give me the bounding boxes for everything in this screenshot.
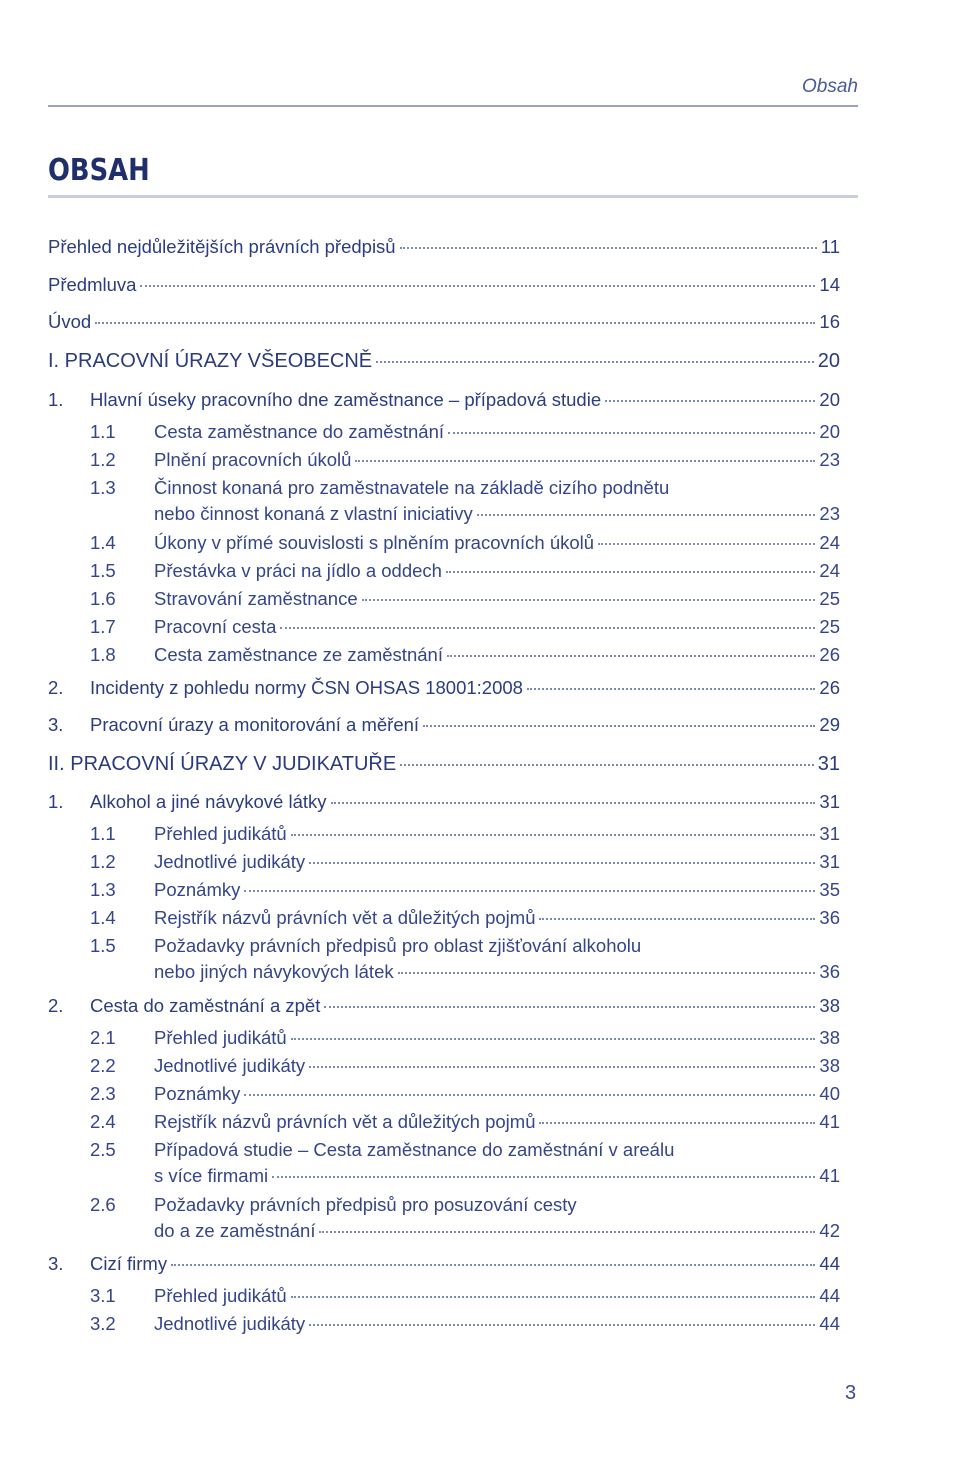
toc-page-number: 41 [819, 1165, 840, 1186]
toc-page-number: 41 [819, 1111, 840, 1132]
toc-page-number: 23 [819, 503, 840, 524]
toc-entry-label: Pracovní úrazy a monitorování a měření [90, 714, 420, 735]
toc-entry-number: 2.5 [90, 1139, 116, 1160]
toc-page-number: 36 [819, 961, 840, 982]
toc-entry-label-continued: nebo jiných návykových látek [154, 961, 394, 982]
toc-entry [48, 823, 840, 845]
toc-page-number: 40 [819, 1083, 840, 1104]
toc-entry-label-continued: s více firmami [154, 1165, 269, 1186]
toc-entry-number: 1.5 [90, 560, 116, 581]
toc-page-number: 44 [819, 1253, 840, 1274]
toc-entry-number: 2.6 [90, 1194, 116, 1215]
page-number: 3 [845, 1382, 857, 1404]
toc-entry-number: 3.2 [90, 1313, 116, 1334]
toc-entry [48, 1055, 840, 1077]
toc-entry [48, 1027, 840, 1049]
toc-entry-label: Přehled judikátů [154, 1285, 287, 1306]
toc-leader-dots [291, 1296, 816, 1298]
running-head: Obsah [802, 76, 858, 97]
toc-entry [48, 791, 840, 813]
toc-page-number: 44 [819, 1313, 840, 1334]
toc-entry-number: 1. [48, 791, 64, 812]
toc-page-number: 25 [819, 588, 840, 609]
toc-entry-label: Rejstřík názvů právních vět a důležitých pojmů [154, 907, 536, 928]
toc-page-number: 25 [819, 616, 840, 637]
toc-leader-dots [331, 802, 816, 804]
toc-entry [48, 1139, 840, 1187]
toc-page-number: 31 [819, 791, 840, 812]
toc-leader-dots [376, 361, 814, 363]
toc-page-number: 20 [817, 350, 840, 372]
toc-entry-number: 1.2 [90, 449, 116, 470]
toc-page-number: 35 [819, 879, 840, 900]
toc-entry-label: I. PRACOVNÍ ÚRAZY VŠEOBECNĚ [48, 350, 373, 372]
toc-page-number: 31 [817, 753, 840, 775]
toc-leader-dots [362, 599, 816, 601]
toc-leader-dots [400, 764, 814, 766]
toc-leader-dots [598, 543, 815, 545]
toc-entry-number: 2. [48, 677, 64, 698]
toc-entry-number: 2.4 [90, 1111, 116, 1132]
toc-leader-dots [291, 1038, 816, 1040]
toc-leader-dots [244, 890, 815, 892]
toc-entry-number: 2. [48, 995, 64, 1016]
toc-leader-dots [319, 1231, 815, 1233]
toc-entry-label: Přehled judikátů [154, 1027, 287, 1048]
toc-entry-label: Pracovní cesta [154, 616, 277, 637]
toc-entry-number: 2.3 [90, 1083, 116, 1104]
toc-entry-label-continued: nebo činnost konaná z vlastní iniciativy [154, 503, 473, 524]
toc-page-number: 11 [820, 236, 840, 257]
toc-entry-number: 1.3 [90, 477, 116, 498]
toc-entry-label: Požadavky právních předpisů pro oblast zjišťování alkoholu [154, 935, 642, 956]
toc-entry [48, 677, 840, 699]
page-title: OBSAH [48, 153, 150, 188]
toc-leader-dots [448, 432, 815, 434]
toc-entry-label: Cesta do zaměstnání a zpět [90, 995, 321, 1016]
toc-leader-dots [398, 972, 816, 974]
toc-entry [48, 1194, 840, 1242]
toc-leader-dots [272, 1176, 815, 1178]
toc-entry-label: Plnění pracovních úkolů [154, 449, 352, 470]
toc-entry [48, 1313, 840, 1335]
toc-leader-dots [539, 918, 815, 920]
toc-page-number: 38 [819, 995, 840, 1016]
toc-entry-label: Poznámky [154, 1083, 241, 1104]
toc-page-number: 20 [819, 421, 840, 442]
toc-entry-number: 1.1 [90, 823, 116, 844]
toc-leader-dots [446, 571, 815, 573]
title-rule [48, 195, 858, 198]
toc-leader-dots [95, 322, 815, 324]
toc-page-number: 20 [819, 389, 840, 410]
toc-entry-label: Přehled nejdůležitějších právních předpisů [48, 236, 396, 257]
toc-entry-label: Cesta zaměstnance ze zaměstnání [154, 644, 443, 665]
toc-leader-dots [447, 655, 815, 657]
toc-entry [48, 753, 840, 776]
toc-entry-number: 3. [48, 1253, 64, 1274]
toc-leader-dots [171, 1264, 815, 1266]
toc-entry-label: Úkony v přímé souvislosti s plněním pracovních úkolů [154, 532, 595, 553]
toc-entry-label: II. PRACOVNÍ ÚRAZY V JUDIKATUŘE [48, 753, 397, 775]
toc-entry-label: Přestávka v práci na jídlo a oddech [154, 560, 442, 581]
toc-leader-dots [324, 1006, 815, 1008]
toc-entry-number: 1.8 [90, 644, 116, 665]
header-rule [48, 105, 858, 107]
toc-page-number: 24 [819, 532, 840, 553]
toc-entry [48, 1111, 840, 1133]
toc-page-number: 26 [819, 677, 840, 698]
toc-entry-label: Stravování zaměstnance [154, 588, 358, 609]
toc-page-number: 24 [819, 560, 840, 581]
toc-entry [48, 879, 840, 901]
toc-entry-label: Jednotlivé judikáty [154, 1313, 306, 1334]
toc-entry-label: Hlavní úseky pracovního dne zaměstnance – případová studie [90, 389, 602, 410]
toc-leader-dots [309, 862, 815, 864]
toc-leader-dots [355, 460, 815, 462]
toc-entry-label: Požadavky právních předpisů pro posuzování cesty [154, 1194, 577, 1215]
toc-page-number: 14 [819, 274, 840, 295]
toc-leader-dots [539, 1122, 815, 1124]
toc-page-number: 23 [819, 449, 840, 470]
toc-entry [48, 449, 840, 471]
toc-page-number: 29 [819, 714, 840, 735]
toc-entry-number: 1.3 [90, 879, 116, 900]
toc-entry-label: Úvod [48, 311, 92, 332]
toc-entry [48, 644, 840, 666]
toc-page-number: 16 [819, 311, 840, 332]
toc-entry-label: Činnost konaná pro zaměstnavatele na základě cizího podnětu [154, 477, 670, 498]
toc-entry [48, 560, 840, 582]
toc-entry-number: 2.2 [90, 1055, 116, 1076]
toc-page-number: 36 [819, 907, 840, 928]
toc-entry-label: Přehled judikátů [154, 823, 287, 844]
toc-page-number: 42 [819, 1220, 840, 1241]
toc-entry-label: Rejstřík názvů právních vět a důležitých pojmů [154, 1111, 536, 1132]
toc-entry-label: Poznámky [154, 879, 241, 900]
toc-entry [48, 477, 840, 525]
toc-entry-number: 1.1 [90, 421, 116, 442]
toc-leader-dots [291, 834, 816, 836]
toc-entry [48, 421, 840, 443]
toc-leader-dots [400, 247, 817, 249]
toc-entry-label: Jednotlivé judikáty [154, 1055, 306, 1076]
toc-entry-number: 3. [48, 714, 64, 735]
toc-entry-label: Incidenty z pohledu normy ČSN OHSAS 18001:2008 [90, 677, 523, 698]
toc-entry [48, 274, 840, 296]
toc-entry-number: 1.2 [90, 851, 116, 872]
toc-page-number: 31 [819, 851, 840, 872]
toc-entry-number: 1.7 [90, 616, 116, 637]
toc-leader-dots [605, 400, 815, 402]
toc-entry [48, 714, 840, 736]
toc-entry-label: Alkohol a jiné návykové látky [90, 791, 327, 812]
toc-entry-number: 1.5 [90, 935, 116, 956]
toc-entry [48, 389, 840, 411]
toc-entry-label-continued: do a ze zaměstnání [154, 1220, 316, 1241]
toc-entry-number: 2.1 [90, 1027, 116, 1048]
toc-entry [48, 350, 840, 373]
toc-entry-label: Případová studie – Cesta zaměstnance do zaměstnání v areálu [154, 1139, 675, 1160]
toc-page-number: 38 [819, 1055, 840, 1076]
toc-entry-label: Cesta zaměstnance do zaměstnání [154, 421, 444, 442]
toc-entry [48, 532, 840, 554]
toc-leader-dots [244, 1094, 815, 1096]
toc-leader-dots [280, 627, 815, 629]
toc-leader-dots [527, 688, 815, 690]
toc-entry-label: Předmluva [48, 274, 137, 295]
toc-entry [48, 616, 840, 638]
toc-leader-dots [423, 725, 815, 727]
toc-entry [48, 851, 840, 873]
toc-entry-label: Jednotlivé judikáty [154, 851, 306, 872]
toc-page-number: 44 [819, 1285, 840, 1306]
toc-entry [48, 236, 840, 258]
toc-entry [48, 1285, 840, 1307]
toc-entry [48, 588, 840, 610]
toc-entry-number: 1.6 [90, 588, 116, 609]
toc-entry-number: 1.4 [90, 532, 116, 553]
toc-page-number: 31 [819, 823, 840, 844]
toc-entry-number: 3.1 [90, 1285, 116, 1306]
toc-leader-dots [140, 285, 815, 287]
toc-leader-dots [309, 1066, 815, 1068]
toc-entry [48, 935, 840, 983]
toc-page-number: 38 [819, 1027, 840, 1048]
toc-page-number: 26 [819, 644, 840, 665]
toc-leader-dots [309, 1324, 815, 1326]
toc-entry-label: Cizí firmy [90, 1253, 168, 1274]
toc-entry [48, 1083, 840, 1105]
toc-entry [48, 1253, 840, 1275]
toc-entry [48, 907, 840, 929]
toc-entry-number: 1. [48, 389, 64, 410]
toc-entry [48, 995, 840, 1017]
toc-entry [48, 311, 840, 333]
toc-leader-dots [477, 514, 816, 516]
toc-entry-number: 1.4 [90, 907, 116, 928]
